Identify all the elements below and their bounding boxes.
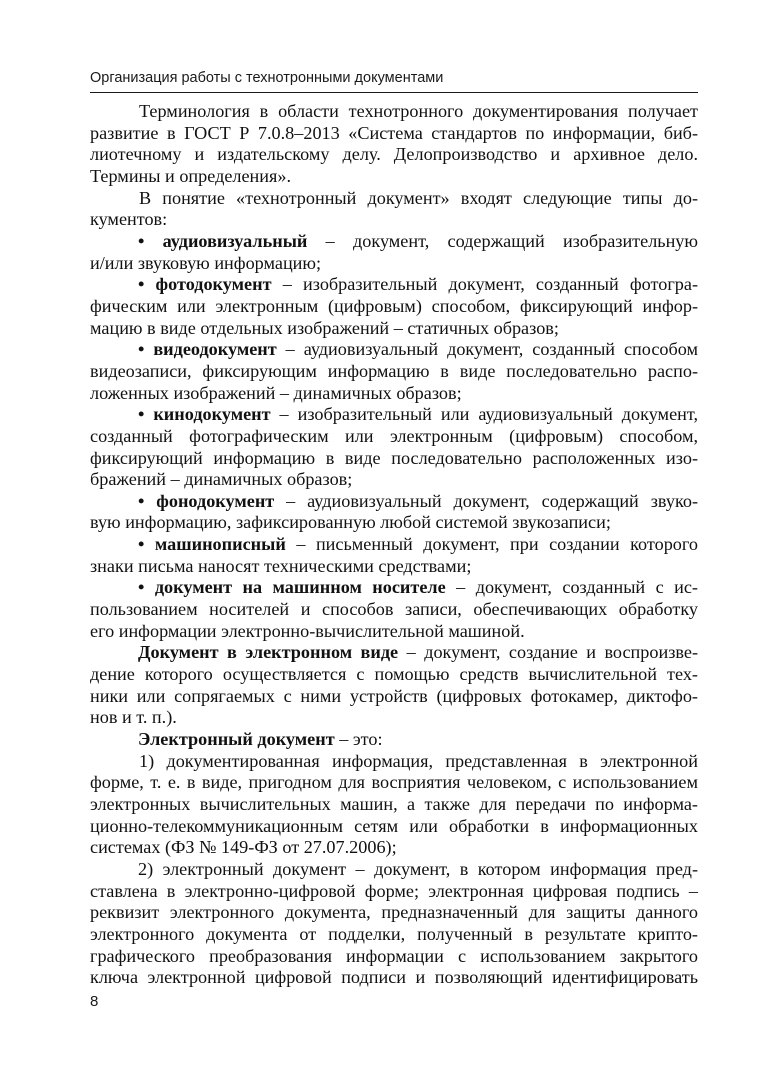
term: • фонодокумент	[138, 490, 275, 511]
paragraph-electronic-document	[90, 729, 698, 751]
definition-2	[90, 859, 698, 989]
text-line: • видеодокумент – аудиовизуальный документ, созданный способом	[138, 339, 698, 360]
text-line: ники или сопрягаемых с ними устройств (цифровых фотокамер, диктофо-	[90, 685, 698, 706]
text-line: пользованием носителей и способов записи, обеспечивающих обработку	[90, 599, 698, 620]
bullet-typewritten	[90, 534, 698, 577]
term: • фотодокумент	[138, 274, 272, 295]
text-line: электронного документа от подделки, полученный в результате крипто-	[90, 923, 698, 944]
paragraph-terminology	[90, 101, 698, 188]
term: • кинодокумент	[138, 404, 271, 425]
bullet-machine-readable	[90, 577, 698, 642]
page-body	[90, 101, 698, 989]
text-line: Электронный документ – это:	[138, 729, 383, 750]
text-line: Документ в электронном виде – документ, создание и воспроизве-	[138, 642, 699, 663]
text-line: системах (ФЗ № 149-ФЗ от 27.07.2006);	[90, 837, 397, 858]
bullet-videodocument	[90, 339, 698, 404]
text-line: форме, т. е. в виде, пригодном для восприятия человеком, с использованием	[90, 772, 698, 793]
text-line: Термины и определения».	[90, 165, 292, 186]
text-line: графического преобразования информации с использованием закрытого	[90, 945, 698, 966]
page-number: 8	[90, 993, 99, 1010]
text-line: реквизит электронного документа, предназначенный для защиты данного	[90, 902, 698, 923]
text-line: кументов:	[90, 209, 168, 230]
bullet-audiovisual	[90, 231, 698, 274]
term: Электронный документ	[138, 729, 335, 750]
running-header: Организация работы с технотронными документами	[90, 70, 444, 86]
text-line: ключа электронной цифровой подписи и позволяющий идентифицировать	[90, 967, 698, 988]
text-line: вую информацию, зафиксированную любой системой звукозаписи;	[90, 512, 611, 533]
text-line: развитие в ГОСТ Р 7.0.8–2013 «Система стандартов по информации, биб-	[90, 122, 698, 143]
text-line: • фонодокумент – аудиовизуальный документ, содержащий звуко-	[138, 490, 699, 511]
text-line: В понятие «технотронный документ» входят следующие типы до-	[139, 187, 698, 208]
text-line: созданный фотографическим или электронным (цифровым) способом,	[90, 425, 698, 446]
text-line: • аудиовизуальный – документ, содержащий изобразительную	[138, 230, 698, 251]
paragraph-types-intro	[90, 188, 698, 231]
text-line: мацию в виде отдельных изображений – статичных образов;	[90, 317, 559, 338]
bullet-photodocument	[90, 274, 698, 339]
text-line: • кинодокумент – изобразительный или аудиовизуальный документ,	[138, 404, 698, 425]
bullet-filmdocument	[90, 404, 698, 491]
text-line: ложенных изображений – динамичных образов;	[90, 382, 462, 403]
text-line: и/или звуковую информацию;	[90, 252, 322, 273]
text-line: видеозаписи, фиксирующим информацию в виде последовательно распо-	[90, 360, 698, 381]
text-line: фическим или электронным (цифровым) способом, фиксирующий инфор-	[90, 295, 698, 316]
text-line: лиотечному и издательскому делу. Делопроизводство и архивное дело.	[90, 144, 698, 165]
text-line: дение которого осуществляется с помощью средств вычислительной тех-	[90, 664, 698, 685]
term: • машинописный	[138, 534, 286, 555]
bullet-phonodocument	[90, 491, 698, 534]
text-line: нов и т. п.).	[90, 707, 177, 728]
text-line: ставлена в электронно-цифровой форме; электронная цифровая подпись –	[90, 880, 698, 901]
text-line: знаки письма наносят техническими средствами;	[90, 555, 472, 576]
term: • документ на машинном носителе	[138, 577, 446, 598]
term: • видеодокумент	[138, 339, 277, 360]
text-line: электронных вычислительных машин, а также для передачи по информа-	[90, 794, 698, 814]
text-line: • фотодокумент – изобразительный документ, созданный фотогра-	[138, 274, 699, 295]
text-line: ционно-телекоммуникационным сетям или обработки в информационных	[90, 815, 698, 836]
paragraph-electronic-form	[90, 642, 698, 729]
text-line: бражений – динамичных образов;	[90, 469, 353, 490]
term: • аудиовизуальный	[138, 230, 308, 251]
header-divider	[90, 92, 698, 93]
text-line: его информации электронно-вычислительной машиной.	[90, 620, 525, 641]
text-line: 2) электронный документ – документ, в котором информация пред-	[138, 858, 698, 879]
term: Документ в электронном виде	[138, 642, 399, 663]
definition-1	[90, 751, 698, 859]
text-line: • машинописный – письменный документ, при создании которого	[138, 534, 698, 555]
text-line: • документ на машинном носителе – документ, созданный с ис-	[138, 577, 698, 598]
text-line: 1) документированная информация, представленная в электронной	[139, 750, 698, 771]
text-line: Терминология в области технотронного документирования получает	[139, 101, 698, 121]
text-line: фиксирующий информацию в виде последовательно расположенных изо-	[90, 447, 698, 468]
